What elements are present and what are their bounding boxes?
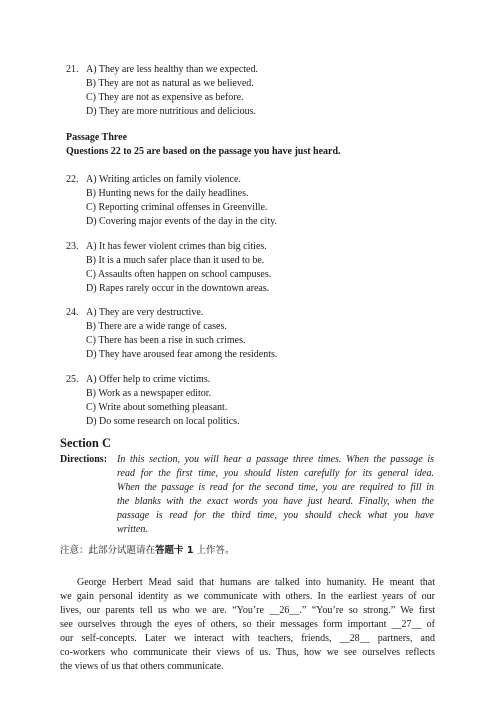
- passage-line-5-b: partners, and: [369, 633, 435, 644]
- directions-line-2: read for the first time, you should listen carefully for its general idea.: [117, 468, 434, 479]
- question-23-option-c: C) Assaults often happen on school campuses.: [86, 269, 272, 280]
- question-23-option-d: D) Rapes rarely occur in the downtown areas.: [86, 283, 270, 294]
- question-24-option-d: D) They have aroused fear among the residents.: [86, 349, 278, 360]
- question-24-option-c: C) There has been a rise in such crimes.: [86, 335, 246, 346]
- question-25-option-d: D) Do some research on local politics.: [86, 416, 240, 427]
- passage-line-1: George Herbert Mead said that humans are talked into humanity. He meant that: [77, 577, 435, 588]
- passage-line-2: we gain personal identity as we communicate with others. In the earliest years of our: [60, 591, 435, 602]
- blank-26[interactable]: __26__: [269, 605, 300, 616]
- question-21-option-d: D) They are more nutritious and delicious.: [86, 106, 257, 117]
- question-22-option-c: C) Reporting criminal offenses in Greenville.: [86, 202, 268, 213]
- question-25-number: 25.: [66, 374, 79, 385]
- blank-28[interactable]: __28__: [339, 633, 370, 644]
- passage-line-7: the views of us that others communicate.: [60, 661, 224, 672]
- passage-line-4-a: see ourselves through the eyes of others, so their messages form important: [60, 619, 392, 630]
- passage-three-instruction: Questions 22 to 25 are based on the passage you have just heard.: [66, 146, 341, 157]
- question-23-number: 23.: [66, 241, 79, 252]
- question-23-option-a: A) It has fewer violent crimes than big cities.: [86, 241, 267, 252]
- directions-label: Directions:: [60, 454, 108, 465]
- question-22-option-a: A) Writing articles on family violence.: [86, 174, 241, 185]
- passage-line-4-b: of: [421, 619, 435, 630]
- question-25-option-b: B) Work as a newspaper editor.: [86, 388, 212, 399]
- passage-line-4: [60, 618, 435, 631]
- notice-text-bold: 答题卡 1: [155, 545, 194, 556]
- question-25-option-c: C) Write about something pleasant.: [86, 402, 228, 413]
- passage-line-3-b: .” “You’re so strong.” We first: [299, 605, 435, 616]
- passage-three-title: Passage Three: [66, 132, 128, 143]
- notice-text-post: 上作答。: [193, 545, 235, 556]
- question-21-option-b: B) They are not as natural as we believed.: [86, 78, 254, 89]
- directions-line-5: passage is read for the third time, you should check what you have: [117, 510, 434, 521]
- answer-sheet-notice: [60, 544, 234, 557]
- question-21-option-c: C) They are not as expensive as before.: [86, 92, 244, 103]
- question-22-option-d: D) Covering major events of the day in the city.: [86, 216, 277, 227]
- question-22-number: 22.: [66, 174, 79, 185]
- blank-27[interactable]: __27__: [391, 619, 422, 630]
- directions-line-3: When the passage is read for the second time, you are required to fill in: [117, 482, 434, 493]
- directions-line-1: In this section, you will hear a passage three times. When the passage is: [117, 454, 434, 465]
- section-c-heading: Section C: [60, 436, 112, 450]
- question-24-option-a: A) They are very destructive.: [86, 307, 204, 318]
- question-25-option-a: A) Offer help to crime victims.: [86, 374, 211, 385]
- question-22-option-b: B) Hunting news for the daily headlines.: [86, 188, 249, 199]
- question-24-option-b: B) There are a wide range of cases.: [86, 321, 227, 332]
- question-21-option-a: A) They are less healthy than we expected.: [86, 64, 258, 75]
- question-21-number: 21.: [66, 64, 79, 75]
- passage-line-6: co-workers who communicate their views of us. Thus, how we see ourselves reflects: [60, 647, 435, 658]
- directions-line-6: written.: [117, 524, 148, 535]
- passage-line-5: [60, 632, 435, 645]
- question-24-number: 24.: [66, 307, 79, 318]
- question-23-option-b: B) It is a much safer place than it used to be.: [86, 255, 265, 266]
- passage-line-3-a: lives, our parents tell us who we are. “You’re: [60, 605, 270, 616]
- notice-text-pre: 注意：此部分试题请在: [60, 545, 156, 556]
- passage-line-3: [60, 604, 435, 617]
- directions-line-4: the blanks with the exact words you have just heard. Finally, when the: [117, 496, 434, 507]
- passage-line-5-a: our self-concepts. Later we interact with teachers, friends,: [60, 633, 340, 644]
